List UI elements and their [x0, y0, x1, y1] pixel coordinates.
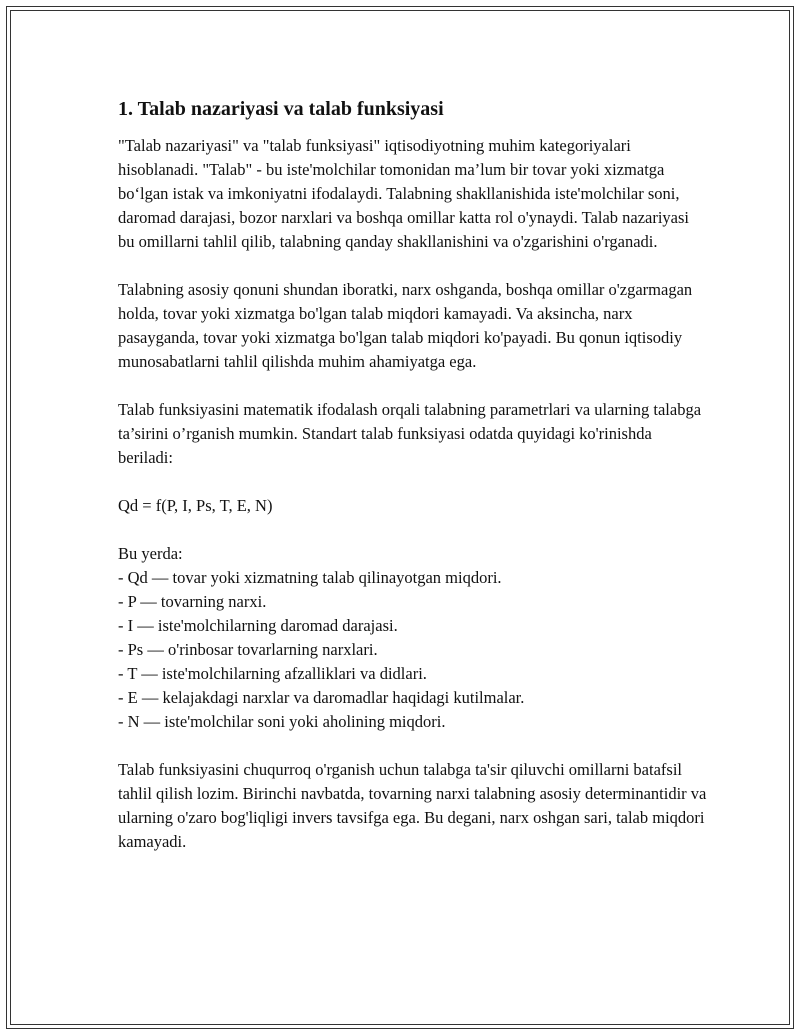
- variables-list: [118, 566, 708, 734]
- section-heading: 1. Talab nazariyasi va talab funksiyasi: [118, 98, 444, 120]
- list-item: - Ps — o'rinbosar tovarlarning narxlari.: [118, 640, 378, 659]
- paragraph-intro: "Talab nazariyasi" va "talab funksiyasi" iqtisodiyotning muhim kategoriyalari hisoblanadi. "Talab" - bu iste'molchilar tomonidan ma’lum bir tovar yoki xizmatga bo‘lgan istak va imkoniyatni ifodalaydi. Talabning shakllanishida iste'molchilar soni, daromad darajasi, bozor narxlari va boshqa omillar katta rol o'ynaydi. Talab nazariyasi bu omillarni tahlil qilib, talabning qanday shakllanishini va o'zgarishini o'rganadi.: [118, 136, 690, 251]
- paragraph-demand-function: Talab funksiyasini matematik ifodalash orqali talabning parametrlari va ularning talabga ta’sirini o’rganish mumkin. Standart talab funksiyasi odatda quyidagi ko'rinishda beriladi:: [118, 400, 702, 467]
- list-item: - P — tovarning narxi.: [118, 592, 267, 611]
- list-item: - T — iste'molchilarning afzalliklari va didlari.: [118, 664, 427, 683]
- paragraph-closing: Talab funksiyasini chuqurroq o'rganish uchun talabga ta'sir qiluvchi omillarni batafsil tahlil qilish lozim. Birinchi navbatda, tovarning narxi talabning asosiy determinantidir va ularning o'zaro bog'liqligi invers tavsifga ega. Bu degani, narx oshgan sari, talab miqdori kamayadi.: [118, 760, 707, 851]
- list-item: - Qd — tovar yoki xizmatning talab qilinayotgan miqdori.: [118, 568, 502, 587]
- document-body: [118, 96, 708, 878]
- demand-formula: Qd = f(P, I, Ps, T, E, N): [118, 496, 273, 515]
- paragraph-law-of-demand: Talabning asosiy qonuni shundan iboratki, narx oshganda, boshqa omillar o'zgarmagan holda, tovar yoki xizmatga bo'lgan talab miqdori kamayadi. Va aksincha, narx pasayganda, tovar yoki xizmatga bo'lgan talab miqdori ko'payadi. Bu qonun iqtisodiy munosabatlarni tahlil qilishda muhim ahamiyatga ega.: [118, 280, 693, 371]
- list-item: - N — iste'molchilar soni yoki aholining miqdori.: [118, 712, 446, 731]
- list-item: - I — iste'molchilarning daromad darajasi.: [118, 616, 398, 635]
- list-item: - E — kelajakdagi narxlar va daromadlar haqidagi kutilmalar.: [118, 688, 525, 707]
- variables-list-title: Bu yerda:: [118, 544, 183, 563]
